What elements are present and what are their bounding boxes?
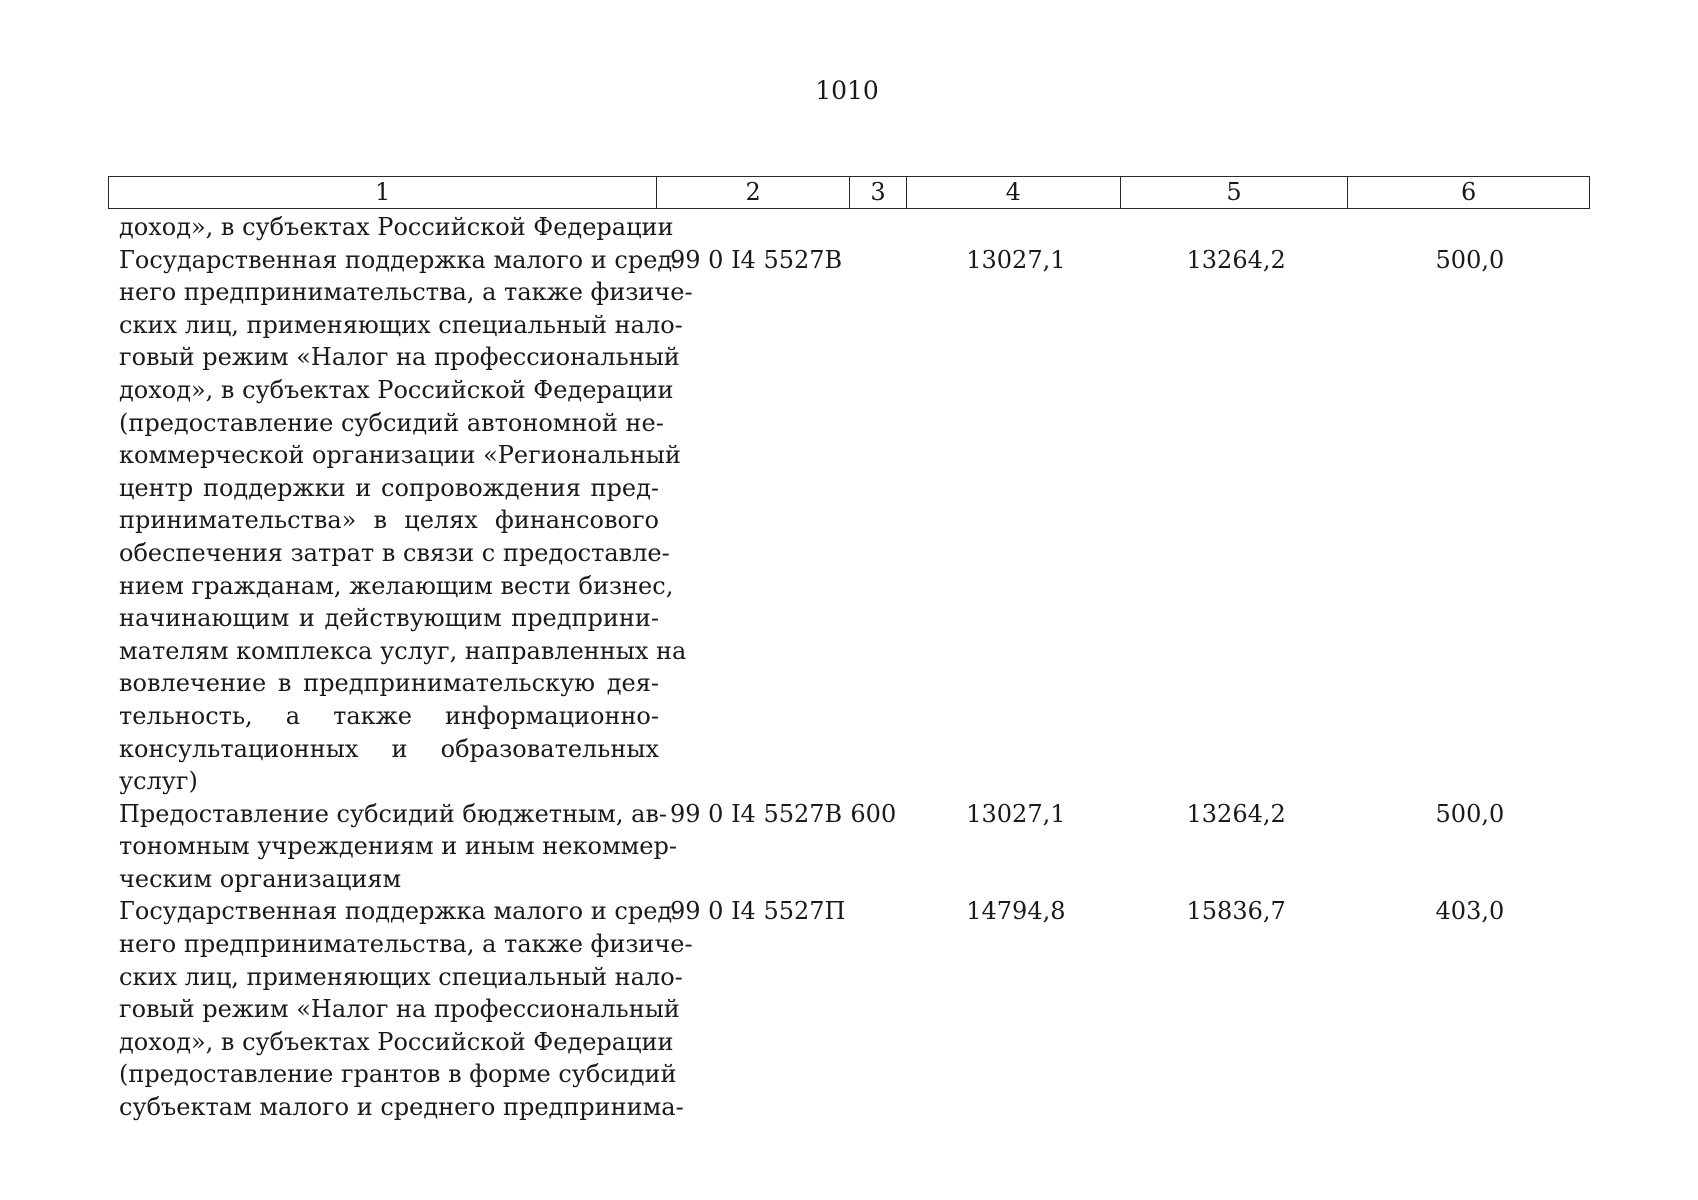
description-line: него предпринимательства, а также физиче- xyxy=(119,278,693,307)
description-line: Предоставление субсидий бюджетным, ав- xyxy=(119,799,668,828)
description-line: доход», в субъектах Российской Федерации xyxy=(119,1027,674,1056)
row-value-col5: 13264,2 xyxy=(1186,245,1286,274)
header-col-4: 4 xyxy=(907,177,1121,208)
row-value-col4: 13027,1 xyxy=(966,245,1066,274)
description-line: ческим организациям xyxy=(119,864,402,893)
description-line: говый режим «Налог на профессиональный xyxy=(119,343,680,372)
table-header-row xyxy=(108,176,1590,209)
description-line: (предоставление субсидий автономной не- xyxy=(119,408,664,437)
description-line: доход», в субъектах Российской Федерации xyxy=(119,375,674,404)
row-value-col6: 500,0 xyxy=(1435,245,1505,274)
row-description xyxy=(119,211,674,244)
description-line: Государственная поддержка малого и сред- xyxy=(119,897,681,926)
description-line: принимательства» в целях финансового xyxy=(119,506,659,535)
page-number-text: 1010 xyxy=(815,76,879,105)
row-expense-type: 600 xyxy=(850,799,897,828)
table-row xyxy=(108,244,1590,798)
row-value-col6: 500,0 xyxy=(1435,799,1505,828)
table-body xyxy=(108,211,1590,1124)
description-line: центр поддержки и сопровождения пред- xyxy=(119,473,659,502)
description-line: доход», в субъектах Российской Федерации xyxy=(119,213,674,241)
row-code: 99 0 I4 5527П xyxy=(670,897,846,926)
row-description xyxy=(119,244,693,798)
header-col-3: 3 xyxy=(850,177,907,208)
description-line: нием гражданам, желающим вести бизнес, xyxy=(119,571,674,600)
description-line: начинающим и действующим предприни- xyxy=(119,604,659,633)
row-description xyxy=(119,798,677,896)
page-number xyxy=(0,76,1698,106)
description-line: субъектам малого и среднего предпринима- xyxy=(119,1093,684,1122)
description-line: говый режим «Налог на профессиональный xyxy=(119,995,680,1024)
description-line: ских лиц, применяющих специальный нало- xyxy=(119,310,683,339)
row-description xyxy=(119,895,693,1123)
row-value-col6: 403,0 xyxy=(1435,897,1505,926)
table-row xyxy=(108,798,1590,896)
header-col-2: 2 xyxy=(657,177,850,208)
table-row xyxy=(108,211,1590,244)
row-value-col4: 14794,8 xyxy=(966,897,1066,926)
header-col-6: 6 xyxy=(1461,178,1477,206)
row-value-col5: 15836,7 xyxy=(1186,897,1286,926)
description-line: Государственная поддержка малого и сред- xyxy=(119,245,681,274)
description-line: вовлечение в предпринимательскую дея- xyxy=(119,669,659,698)
row-code: 99 0 I4 5527В xyxy=(670,799,843,828)
table-row xyxy=(108,895,1590,1123)
description-line: обеспечения затрат в связи с предоставле- xyxy=(119,538,670,567)
header-col-5: 5 xyxy=(1121,177,1349,208)
description-line: тономным учреждениям и иным некоммер- xyxy=(119,832,677,861)
description-line: консультационных и образовательных xyxy=(119,734,659,763)
row-code: 99 0 I4 5527В xyxy=(670,245,843,274)
description-line: тельность, а также информационно- xyxy=(119,701,659,730)
description-line: коммерческой организации «Региональный xyxy=(119,441,681,470)
header-col-1: 1 xyxy=(109,177,657,208)
description-line: него предпринимательства, а также физиче- xyxy=(119,930,693,959)
description-line: ских лиц, применяющих специальный нало- xyxy=(119,962,683,991)
description-line: услуг) xyxy=(119,767,198,796)
row-value-col5: 13264,2 xyxy=(1186,799,1286,828)
description-line: (предоставление грантов в форме субсидий xyxy=(119,1060,677,1089)
row-value-col4: 13027,1 xyxy=(966,799,1066,828)
description-line: мателям комплекса услуг, направленных на xyxy=(119,636,687,665)
